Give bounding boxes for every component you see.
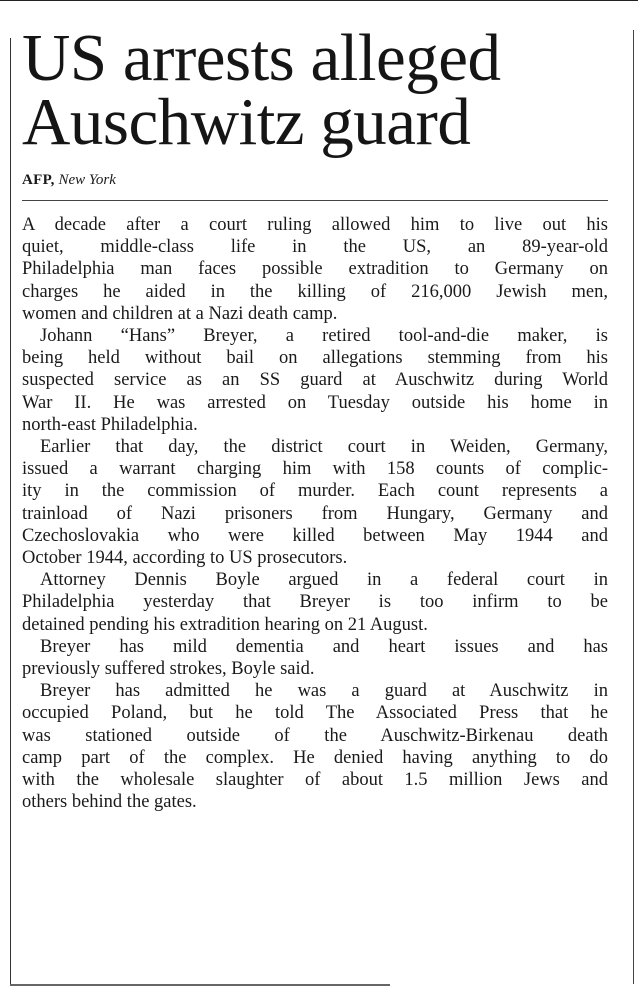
news-article bbox=[22, 21, 612, 813]
body-paragraph bbox=[22, 569, 608, 636]
article-body bbox=[22, 214, 608, 813]
body-text-line: women and children at a Nazi death camp. bbox=[22, 303, 338, 324]
body-text-line: being held without bail on allegations stemming from his bbox=[22, 348, 608, 369]
body-text-line: ity in the commission of murder. Each count represents a bbox=[22, 481, 608, 502]
body-paragraph bbox=[22, 325, 608, 436]
body-text-line: with the wholesale slaughter of about 1.5 million Jews and bbox=[22, 770, 608, 791]
body-text-line: suspected service as an SS guard at Auschwitz during World bbox=[22, 370, 608, 391]
body-text-line: Attorney Dennis Boyle argued in a federal court in bbox=[40, 570, 608, 591]
byline-divider bbox=[22, 200, 608, 201]
byline bbox=[22, 170, 612, 190]
bottom-column-rule bbox=[10, 984, 390, 986]
body-text-line: trainload of Nazi prisoners from Hungary, Germany and bbox=[22, 503, 608, 524]
body-text-line: others behind the gates. bbox=[22, 792, 197, 813]
body-text-line: was stationed outside of the Auschwitz-Birkenau death bbox=[22, 725, 608, 746]
body-text-line: quiet, middle-class life in the US, an 89-year-old bbox=[22, 237, 608, 258]
body-text-line: A decade after a court ruling allowed him to live out his bbox=[22, 215, 608, 235]
body-text-line: Breyer has mild dementia and heart issues and has bbox=[40, 636, 608, 657]
body-text-line: occupied Poland, but he told The Associated Press that he bbox=[22, 703, 608, 724]
right-column-rule bbox=[633, 30, 634, 984]
body-paragraph bbox=[22, 436, 608, 569]
body-text-line: War II. He was arrested on Tuesday outside his home in bbox=[22, 392, 608, 413]
body-paragraph bbox=[22, 680, 608, 813]
body-text-line: previously suffered strokes, Boyle said. bbox=[22, 659, 315, 680]
byline-agency: AFP, bbox=[22, 172, 55, 188]
headline-line: US arrests alleged bbox=[22, 21, 501, 95]
body-text-line: camp part of the complex. He denied having anything to do bbox=[22, 747, 608, 768]
body-text-line: issued a warrant charging him with 158 counts of complic- bbox=[22, 459, 608, 480]
body-text-line: Czechoslovakia who were killed between May 1944 and bbox=[22, 525, 608, 546]
body-text-line: Johann “Hans” Breyer, a retired tool-and-die maker, is bbox=[40, 326, 608, 347]
left-column-rule bbox=[10, 38, 11, 984]
body-text-line: north-east Philadelphia. bbox=[22, 414, 198, 435]
top-border-rule bbox=[0, 0, 638, 1]
headline-line: Auschwitz guard bbox=[22, 85, 471, 159]
body-paragraph bbox=[22, 636, 608, 680]
body-text-line: October 1944, according to US prosecutors. bbox=[22, 548, 348, 569]
headline bbox=[22, 21, 612, 159]
body-text-line: Earlier that day, the district court in Weiden, Germany, bbox=[40, 437, 608, 458]
body-text-line: Breyer has admitted he was a guard at Auschwitz in bbox=[40, 681, 608, 702]
body-text-line: detained pending his extradition hearing on 21 August. bbox=[22, 614, 428, 635]
body-text-line: charges he aided in the killing of 216,000 Jewish men, bbox=[22, 281, 608, 302]
byline-location: New York bbox=[58, 172, 116, 188]
body-paragraph bbox=[22, 214, 608, 325]
body-text-line: Philadelphia man faces possible extradition to Germany on bbox=[22, 259, 608, 280]
body-text-line: Philadelphia yesterday that Breyer is too infirm to be bbox=[22, 592, 608, 613]
